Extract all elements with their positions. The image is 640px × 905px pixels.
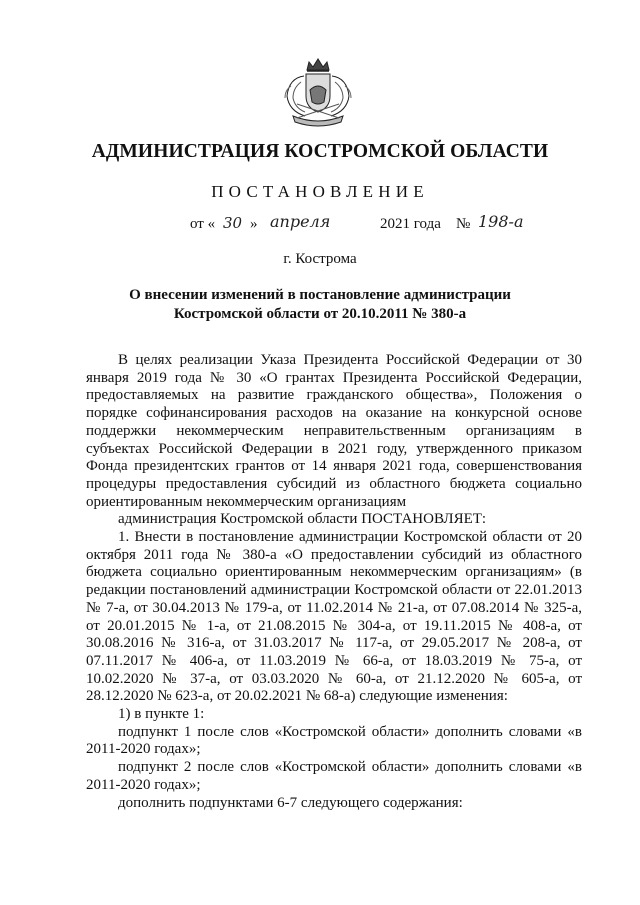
body-paragraph: подпункт 1 после слов «Костромской области» дополнить словами «в 2011-2020 годах»;	[86, 723, 582, 758]
date-day-handwritten: 30	[223, 214, 243, 232]
body-paragraph: дополнить подпунктами 6-7 следующего содержания:	[118, 794, 463, 811]
body-paragraph: 1) в пункте 1:	[118, 706, 205, 723]
document-body	[86, 352, 582, 812]
date-line	[0, 212, 640, 242]
document-subject	[0, 286, 640, 323]
subject-line-2: Костромской области от 20.10.2011 № 380-а	[173, 305, 467, 322]
coat-of-arms-emblem	[279, 56, 357, 130]
city: г. Кострома	[283, 251, 357, 267]
body-paragraph: администрация Костромской области ПОСТАНОВЛЯЕТ:	[118, 511, 487, 528]
subject-line-1: О внесении изменений в постановление администрации	[129, 287, 511, 303]
body-paragraph: 1. Внести в постановление администрации Костромской области от 20 октября 2011 года № 380-а «О предоставлении субсидий из областного бюджета социально ориентированным некоммерческим организациям» (в редакции постановлений администрации Костромской области от 22.01.2013 № 7-а, от 30.04.2013 № 179-а, от 11.02.2014 № 21-а, от 07.08.2014 № 325-а, от 20.01.2015 № 1-а, от 21.08.2015 № 304-а, от 19.11.2015 № 408-а, от 30.08.2016 № 316-а, от 31.03.2017 № 117-а, от 29.05.2017 № 208-а, от 07.11.2017 № 406-а, от 11.03.2019 № 66-а, от 18.03.2019 № 75-а, от 10.02.2020 № 37-а, от 03.03.2020 № 60-а, от 21.12.2020 № 605-а, от 28.12.2020 № 623-а, от 20.02.2021 № 68-а) следующие изменения:	[86, 529, 582, 705]
body-paragraph: В целях реализации Указа Президента Российской Федерации от 30 января 2019 года № 30 «О грантах Президента Российской Федерации, предоставляемых на развитие гражданского общества», Положения о порядке софинансирования расходов на оказание на конкурсной основе поддержки некоммерческим неправительственным организациям в субъектах Российской Федерации в 2021 году, утвержденного приказом Фонда президентских грантов от 14 января 2021 года, совершенствования процедуры предоставления субсидий из областного бюджета социально ориентированным некоммерческим организациям	[86, 352, 582, 510]
date-month-handwritten: апреля	[270, 212, 331, 231]
organization-title: АДМИНИСТРАЦИЯ КОСТРОМСКОЙ ОБЛАСТИ	[91, 141, 549, 162]
document-number-handwritten: 198-а	[478, 212, 524, 231]
date-year: 2021 года	[380, 216, 441, 232]
date-prefix: от «	[190, 216, 216, 232]
date-day-close: »	[250, 216, 258, 232]
number-sign: №	[456, 216, 471, 232]
document-type: ПОСТАНОВЛЕНИЕ	[211, 182, 429, 201]
body-paragraph: подпункт 2 после слов «Костромской области» дополнить словами «в 2011-2020 годах»;	[86, 759, 582, 793]
